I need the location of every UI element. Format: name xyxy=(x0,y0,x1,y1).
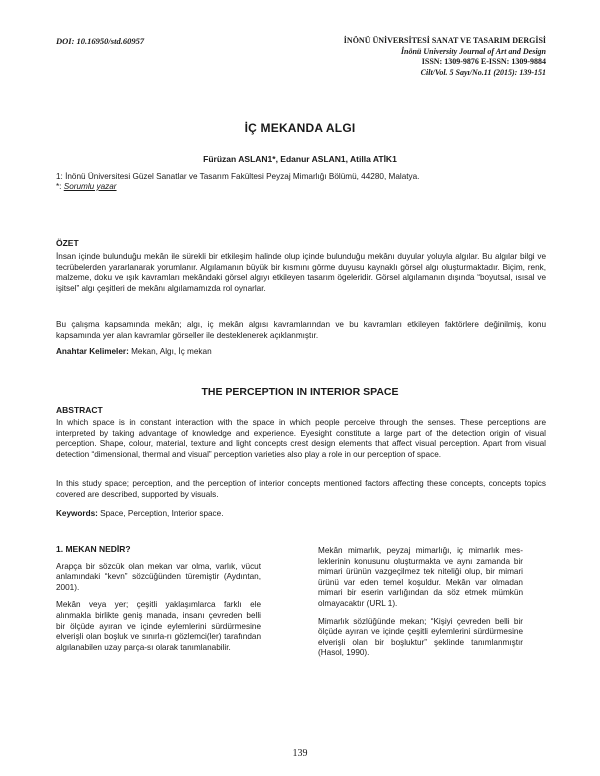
abstract-heading: ABSTRACT xyxy=(56,405,103,415)
correspondence xyxy=(56,182,117,191)
issn: ISSN: 1309-9876 E-ISSN: 1309-9884 xyxy=(421,57,546,66)
correspondence-prefix: *: xyxy=(56,182,64,191)
abstract-paragraph-1: In which space is in constant interaction with the space in which people perceive through the senses. These perceptions are interpreted by taking advantage of knowledge and experience. Eyesight constitute a large part of the detection origin of visual perception. Shape, colour, material, texture and light concepts crest design elements that affect visual perception. Apart from visual detection “dimensional, thermal and visual” perception varieties also play a role in our perception of space. xyxy=(56,418,546,459)
authors: Fürüzan ASLAN1*, Edanur ASLAN1, Atilla ATİK1 xyxy=(203,154,397,164)
right-paragraph-1: Mekân mimarlık, peyzaj mimarlığı, iç mimarlık mes-leklerinin konusunu oluşturmakta ve aynı zamanda bir mimari ürünün vazgeçilmez tek niteliği olup, bir mimari ürünü var eden temel koşuldur. Mekân var olmadan mimari bir eserin varlığından da söz etmek mümkün olmayacaktır (URL 1). xyxy=(318,546,523,608)
ozet-keywords-label: Anahtar Kelimeler: xyxy=(56,347,129,356)
page-number: 139 xyxy=(292,748,308,759)
affiliation: 1: İnönü Üniversitesi Güzel Sanatlar ve Tasarım Fakültesi Peyzaj Mimarlığı Bölümü, 44280, Malatya. xyxy=(56,172,420,181)
abstract-keywords-label: Keywords: xyxy=(56,509,98,518)
right-column xyxy=(318,546,523,666)
right-paragraph-2: Mimarlık sözlüğünde mekan; “Kişiyi çevreden belli bir ölçüde ayıran ve içinde çeşitli eylemlerini sürdürmesine elverişli olan bir boşluktur” şeklinde tanımlanmıştır (Hasol, 1990). xyxy=(318,616,523,658)
ozet-heading: ÖZET xyxy=(56,238,79,248)
ozet-keywords-value: Mekan, Algı, İç mekan xyxy=(128,347,212,356)
journal-header xyxy=(344,36,546,78)
left-column xyxy=(56,544,261,660)
page-title: İÇ MEKANDA ALGI xyxy=(244,121,356,135)
ozet-paragraph-1: İnsan içinde bulunduğu mekân ile sürekli bir etkileşim halinde olup içinde bulunduğu mekânı duyular yoluyla algılar. Bu algılar bilgi ve tecrübelerden yararlanarak yorumlanır. Algılamanın büyük bir kısmını görme duyusu kaynaklı görsel algı oluşturmaktadır. Biçim, renk, malzeme, doku ve ışık kavramları mekândaki görsel algıyı etkileyen tasarım ögeleridir. Görsel algılamanın dışında “boyutsal, ısısal ve işitsel” algı çeşitleri de mekânı algılamamızda rol oynarlar. xyxy=(56,252,546,293)
abstract-keywords-value: Space, Perception, Interior space. xyxy=(97,509,224,518)
volume-info: Cilt/Vol. 5 Sayı/No.11 (2015): 139-151 xyxy=(420,67,546,77)
doi: DOI: 10.16950/std.60957 xyxy=(56,36,145,46)
ozet-keywords xyxy=(56,347,546,358)
journal-name-en: İnönü University Journal of Art and Design xyxy=(400,46,546,56)
ozet-paragraph-2: Bu çalışma kapsamında mekân; algı, iç mekân algısı kavramlarından ve bu kavramları etkileyen faktörlere değinilmiş, konu kapsamında yer alan kavramlar görseller ile desteklenerek açıklanmıştır. xyxy=(56,320,546,340)
english-title: THE PERCEPTION IN INTERIOR SPACE xyxy=(201,386,399,398)
abstract-keywords xyxy=(56,509,546,520)
correspondence-label: Sorumlu yazar xyxy=(63,182,117,191)
left-paragraph-2: Mekân veya yer; çeşitli yaklaşımlarca farklı ele alınmakla birlikte geniş manada, insanı çevreden belli bir ölçüde ayıran ve içinde eylemlerini sürdürmesine elverişli olan boşluk ve sınırla-rı gözlemci(ler) tarafından algılanabilen uzay parça-sı olarak tanımlanabilir. xyxy=(56,600,261,652)
journal-name-tr: İNÖNÜ ÜNİVERSİTESİ SANAT VE TASARIM DERGİSİ xyxy=(343,36,546,45)
section-heading: 1. MEKAN NEDİR? xyxy=(56,544,131,554)
left-paragraph-1: Arapça bir sözcük olan mekan var olma, varlık, vücut anlamındaki “kevn” sözcüğünden türemiştir (Aydıntan, 2001). xyxy=(56,561,261,592)
abstract-paragraph-2: In this study space; perception, and the perception of interior concepts mentioned factors affecting these concepts, concepts topics covered are described, supported by visuals. xyxy=(56,479,546,499)
